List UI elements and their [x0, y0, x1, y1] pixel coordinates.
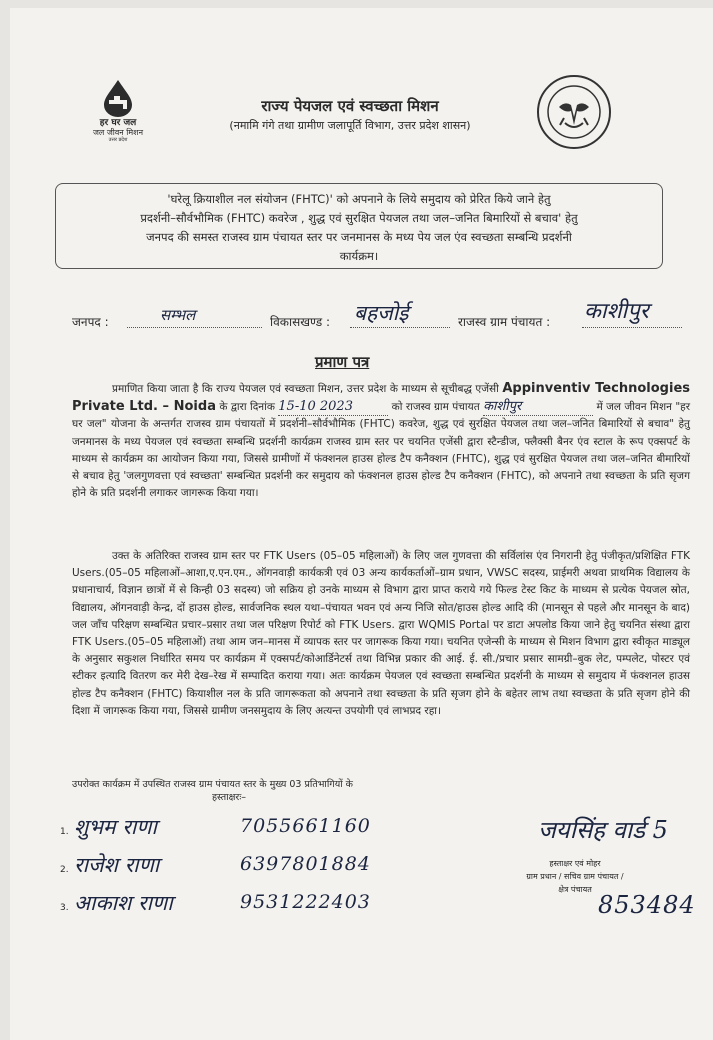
logo-caption-2: जल जीवन मिशन: [92, 128, 144, 137]
participant-phone: 7055661160: [240, 815, 371, 837]
gram-value: काशीपुर: [584, 299, 649, 324]
p1-body: में जल जीवन मिशन "हर घर जल" योजना के अन्तर्गत राजस्व ग्राम पंचायतों में प्रदर्शनी–सौर्वभौमिक (FHTC) कवरेज, शुद्ध एवं सुरक्षित पेयजल तथा जल–जनित बिमारियों से बचाव" हेतु जनमानस के मध्य पेयजल एवं स्वच्छता सम्बन्धि प्रदर्शनी कार्यक्रम राजस्व ग्राम स्तर पर चयनित एजेंसी द्वारा स्टैन्डीज, फ्लैक्सी बैनर एंव स्टाल के रूप एक्सपर्ट के माध्यम से कार्यक्रम का आयोजन किया गया, जिससे ग्रामीणों में फंक्शनल हाउस होल्ड टैप कनैक्शन (FHTC), शुद्ध एवं सुरक्षित पेयजल तथा जल–जनित बीमारियों से बचाव हेतु 'जलगुणवत्ता एवं स्वच्छता' सम्बन्धित प्रदर्शनी कर समुदाय को फंक्शनल हाउस होल्ड टैप कनैक्शन (FHTC), को अपनाने तथा स्वच्छता के प्रति सृजग होने के प्रति प्रदर्शनी लगाकर जागरूक किया गया।: [72, 401, 691, 500]
p1-date-label: के द्वारा दिनांक: [219, 401, 275, 414]
participant-number: 1.: [60, 827, 69, 837]
logo-caption-3: उत्तर प्रदेश: [108, 137, 128, 143]
participant-phone: 6397801884: [240, 853, 371, 875]
sign-label-2: ग्राम प्रधान / सचिव ग्राम पंचायत /: [526, 872, 624, 881]
sign-label-1: हस्ताक्षर एवं मोहर: [549, 859, 601, 868]
vikaskhand-value: बहजोई: [354, 301, 409, 325]
p1-gram-label: को राजस्व ग्राम पंचायत: [391, 401, 480, 414]
gram-label: राजस्व ग्राम पंचायत :: [458, 315, 551, 329]
location-row: [72, 299, 692, 335]
subject-line-2: प्रदर्शनी–सौर्वभौमिक (FHTC) कवरेज , शुद्ध एवं सुरक्षित पेयजल तथा जल–जनित बिमारियों से बचाव' हेतु: [140, 211, 578, 225]
janpad-value: सम्भल: [160, 306, 196, 324]
sign-intro-line-1: उपरोक्त कार्यक्रम में उपस्थित राजस्व ग्राम पंचायत स्तर के मुख्य 03 प्रतिभागियों के: [72, 779, 353, 790]
p1-intro: प्रमाणित किया जाता है कि राज्य पेयजल एवं स्वच्छता मिशन, उत्तर प्रदेश के माध्यम से सूचीबद्ध एजेंसी: [112, 383, 499, 395]
participant-name: आकाश राणा: [74, 891, 173, 915]
certificate-paragraph-2: [72, 548, 690, 720]
participant-name: शुभम राणा: [74, 815, 157, 839]
subject-line-3: जनपद की समस्त राजस्व ग्राम पंचायत स्तर पर जनमानस के मध्य पेय जल एंव स्वच्छता सम्बन्धि प्रदर्शनी: [146, 230, 572, 244]
subject-box: [55, 183, 663, 269]
up-government-seal-icon: [535, 73, 613, 151]
janpad-label: जनपद :: [72, 315, 109, 329]
p2-body: उक्त के अतिरिक्त राजस्व ग्राम स्तर पर FTK Users (05–05 महिलाओं) के लिए जल गुणवत्ता की सर्विलांस एंव निगरानी हेतु पंजीकृत/प्रशिक्षित FTK Users.(05–05 महिलाओं–आशा,ए.एन.एम., ऑगनवाड़ी कार्यकत्री एवं 03 अन्य कार्यकर्ताओं–ग्राम प्रधान, VWSC सदस्य, प्राईमरी अथवा प्राथमिक विद्यालय के प्रधानाचार्य, विज्ञान छात्रों में से किन्ही 03 सदस्य) जो सक्रिय हो उनके माध्यम से विभाग द्वारा प्राप्त कराये गये फिल्ड टेस्ट किट के माध्यम से प्रत्येक पेयजल स्रोत, विद्यालय, ऑगनवाड़ी केन्द्र, दों हाउस होल्ड, सार्वजनिक स्थल यथा–पंचायत भवन एवं अन्य निजि सोत/हाउस होल्ड आदि की (मानसून से पहले और मानसून के बाद) जल जाँच परिक्षण सम्बन्धित प्रचार–प्रसार तथा जल परिक्षण रिपोर्ट को FTK Users. द्वारा WQMIS Portal पर डाटा अपलोड किया जाने हेतु चयनित संस्था द्वारा FTK Users.(05–05 महिलाओं) तथा आम जन–मानस में व्यापक स्तर पर जागरूक किया गया। चयनित एजेन्सी के माध्यम से मिशन विभाग द्वारा स्वीकृत माड्यूल के अनुसार सकुशल निर्धारित समय पर कार्यक्रम में एक्सपर्ट/कोआर्डिनेटर्स तथा विभिन्न प्रकार की आई. ई. सी./प्रचार प्रसार सामग्री–बुक लेट, पम्पलेट, पोस्टर एवं स्टीकर इत्यादि वितरण कर मेरी देख–रेख में सम्पादित कराया गया। अतः कार्यक्रम पेयजल एवं स्वच्छता सम्बन्धित प्रदर्शनी के माध्यम से समुदाय में फंक्शनल हाउस होल्ड टैप कनैक्शन (FHTC) कियाशील नल के प्रति जागरूकता को अपनाने तथा स्वच्छता के प्रति सृजग होने के बहेतर लाभ तथा स्वच्छता के प्रति सृजग होने की दिशा में जागरूक किया गया, जिससे ग्रामीण जनसमुदाय के लिए अत्यन्त उपयोगी एवं लाभप्रद रहा।: [72, 550, 690, 717]
participant-row: [60, 889, 480, 927]
program-date: 15-10 2023: [278, 398, 388, 416]
sign-label-3: क्षेत्र पंचायत: [558, 885, 592, 894]
logo-caption-1: हर घर जल: [99, 118, 137, 128]
org-title: राज्य पेयजल एवं स्वच्छता मिशन: [261, 97, 439, 115]
subject-line-4: कार्यक्रम।: [339, 249, 379, 263]
pradhan-phone: 853484: [598, 891, 696, 919]
agency-name: Appinventiv Technologies Private Ltd. – Noida: [72, 381, 690, 415]
gram-panchayat-handwritten: काशीपुर: [483, 398, 593, 416]
participant-name: राजेश राणा: [74, 853, 160, 877]
signature-intro: [72, 778, 502, 804]
participant-row: [60, 813, 480, 851]
vikaskhand-label: विकासखण्ड :: [270, 315, 331, 329]
pradhan-signature: जयसिंह वार्ड 5: [538, 816, 668, 844]
participant-number: 2.: [60, 865, 69, 875]
participant-list: [60, 813, 480, 927]
participant-row: [60, 851, 480, 889]
participant-number: 3.: [60, 903, 69, 913]
har-ghar-jal-logo: [78, 78, 158, 143]
participant-phone: 9531222403: [240, 891, 371, 913]
org-subtitle: (नमामि गंगे तथा ग्रामीण जलापूर्ति विभाग, उत्तर प्रदेश शासन): [229, 119, 471, 132]
sign-intro-line-2: हस्ताक्षरः–: [212, 792, 246, 803]
certificate-paragraph-1: [72, 380, 690, 502]
certificate-title: प्रमाण पत्र: [315, 353, 370, 371]
subject-line-1: 'घरेलू क्रियाशील नल संयोजन (FHTC)' को अपनाने के लिये समुदाय को प्रेरित किये जाने हेतु: [167, 192, 551, 206]
water-drop-tap-icon: [98, 78, 138, 118]
